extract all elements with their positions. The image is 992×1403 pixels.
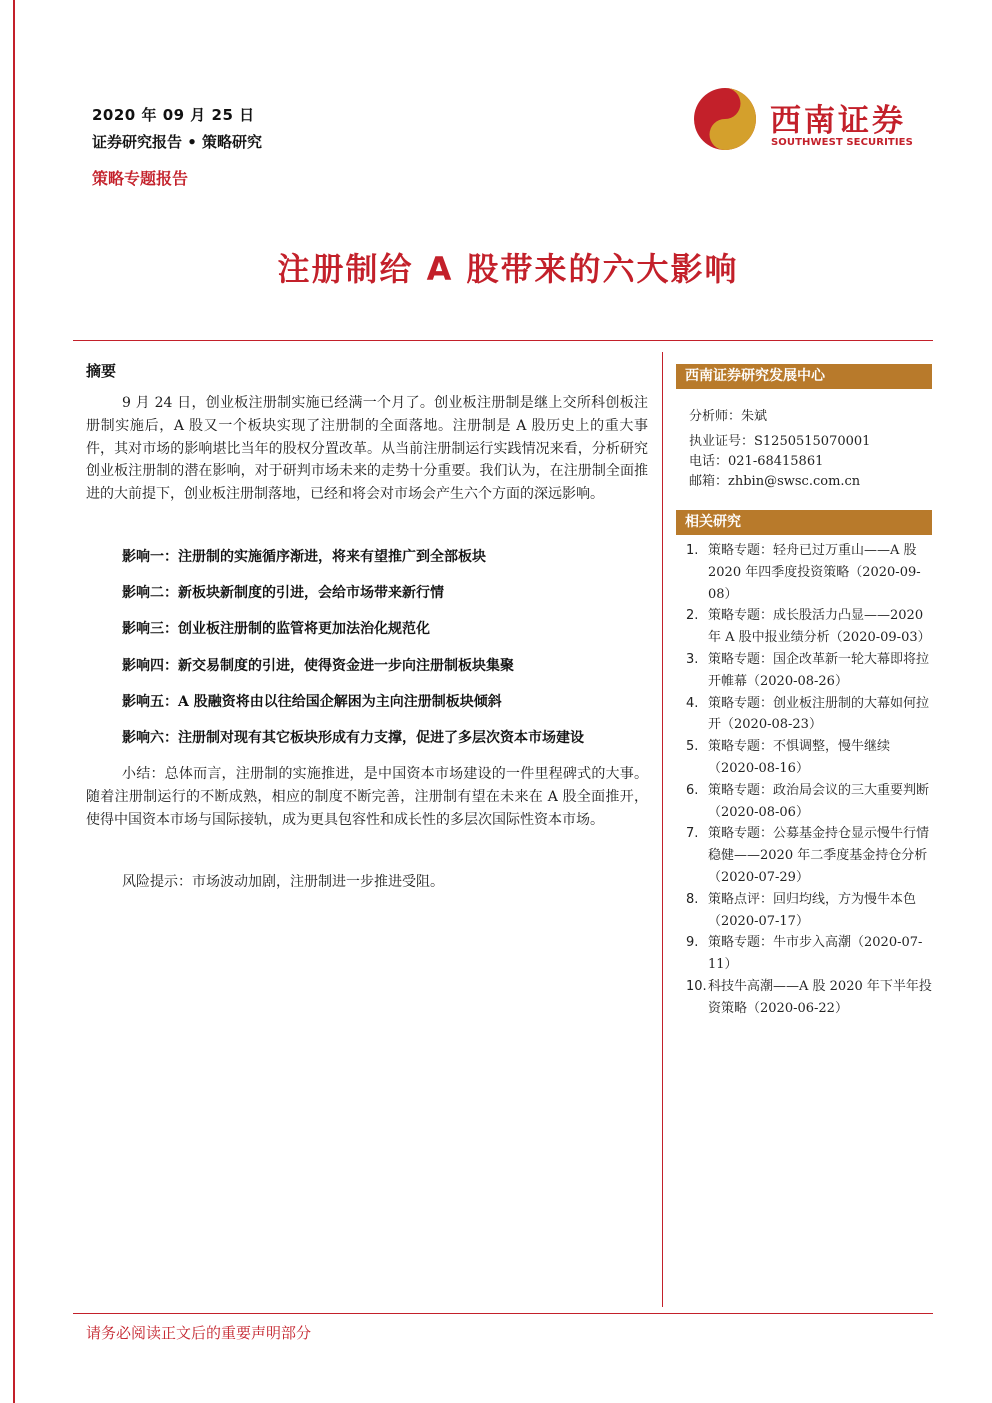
- related-item-number: 9.: [686, 935, 699, 951]
- related-item-number: 5.: [686, 739, 699, 755]
- report-date: 2020 年 09 月 25 日: [92, 106, 255, 124]
- related-research-item[interactable]: [686, 649, 932, 693]
- related-item-number: 7.: [686, 826, 699, 842]
- abstract-summary: 小结：总体而言，注册制的实施推进，是中国资本市场建设的一件里程碑式的大事。随着注册制运行的不断成熟，相应的制度不断完善，注册制有望在未来在 A 股全面推开，使得中国资本市场与国际接轨，成为更具包容性和成长性的多层次国际性资本市场。: [86, 766, 648, 828]
- disclaimer-notice: 请务必阅读正文后的重要声明部分: [86, 1324, 312, 1342]
- related-research-item[interactable]: [686, 889, 932, 933]
- logo-emblem-icon: [692, 86, 758, 152]
- related-item-text: 策略点评：回归均线，方为慢牛本色（2020-07-17）: [708, 891, 917, 929]
- column-divider: [662, 352, 663, 1307]
- research-center-label: 西南证券研究发展中心: [676, 364, 932, 389]
- related-research-item[interactable]: [686, 823, 932, 888]
- analyst-license: 执业证号：S1250515070001: [689, 434, 871, 449]
- related-item-text: 策略专题：成长股活力凸显——2020 年 A 股中报业绩分析（2020-09-03）: [708, 608, 931, 646]
- impact-item: 影响二：新板块新制度的引进，会给市场带来新行情: [122, 585, 444, 601]
- company-logo: [692, 84, 932, 154]
- impact-item: 影响四：新交易制度的引进，使得资金进一步向注册制板块集聚: [122, 658, 514, 674]
- related-research-item[interactable]: [686, 540, 932, 605]
- related-research-item[interactable]: [686, 780, 932, 824]
- page-left-rule: [13, 0, 15, 1403]
- related-item-text: 策略专题：创业板注册制的大幕如何拉开（2020-08-23）: [708, 695, 930, 733]
- analyst-name: 分析师：朱斌: [689, 409, 768, 424]
- related-research-item[interactable]: [686, 736, 932, 780]
- analyst-email: 邮箱：zhbin@swsc.com.cn: [689, 474, 861, 489]
- report-title: 注册制给 A 股带来的六大影响: [277, 250, 739, 288]
- impact-item: 影响五：A 股融资将由以往给国企解困为主向注册制板块倾斜: [122, 694, 502, 710]
- abstract-heading: 摘要: [86, 362, 117, 380]
- analyst-phone: 电话：021-68415861: [689, 454, 824, 469]
- impact-item: 影响三：创业板注册制的监管将更加法治化规范化: [122, 621, 430, 637]
- related-item-number: 2.: [686, 608, 699, 624]
- logo-name-en: SOUTHWEST SECURITIES: [771, 137, 913, 148]
- related-research-item[interactable]: [686, 693, 932, 737]
- related-item-number: 8.: [686, 891, 699, 907]
- related-research-list: [686, 540, 932, 1020]
- related-research-item[interactable]: [686, 605, 932, 649]
- bottom-divider: [73, 1313, 933, 1314]
- related-item-text: 策略专题：国企改革新一轮大幕即将拉开帷幕（2020-08-26）: [708, 651, 930, 689]
- impact-item: 影响一：注册制的实施循序渐进，将来有望推广到全部板块: [122, 549, 486, 565]
- related-item-number: 6.: [686, 782, 699, 798]
- related-item-text: 策略专题：公募基金持仓显示慢牛行情稳健——2020 年二季度基金持仓分析（2020-07-29）: [708, 826, 930, 885]
- related-item-text: 策略专题：政治局会议的三大重要判断（2020-08-06）: [708, 782, 930, 820]
- related-research-label: 相关研究: [676, 510, 932, 535]
- related-item-text: 科技牛高潮——A 股 2020 年下半年投资策略（2020-06-22）: [708, 978, 932, 1016]
- related-item-number: 4.: [686, 695, 699, 711]
- report-type: 证券研究报告 • 策略研究: [92, 133, 263, 151]
- impact-item: 影响六：注册制对现有其它板块形成有力支撑，促进了多层次资本市场建设: [122, 730, 584, 746]
- related-item-number: 10.: [686, 978, 707, 994]
- related-item-text: 策略专题：不惧调整，慢牛继续（2020-08-16）: [708, 739, 891, 776]
- related-item-number: 3.: [686, 651, 699, 667]
- top-divider: [73, 340, 933, 341]
- related-item-text: 策略专题：牛市步入高潮（2020-07-11）: [708, 935, 923, 973]
- related-research-item[interactable]: [686, 932, 932, 976]
- related-research-item[interactable]: [686, 976, 932, 1020]
- risk-warning: 风险提示：市场波动加剧，注册制进一步推进受阻。: [122, 874, 444, 890]
- report-kind: 策略专题报告: [92, 169, 189, 188]
- abstract-intro: 9 月 24 日，创业板注册制实施已经满一个月了。创业板注册制是继上交所科创板注册制实施后，A 股又一个板块实现了注册制的全面落地。注册制是 A 股历史上的重大事件，其对市场的影响堪比当年的股权分置改革。从当前注册制运行实践情况来看，分析研究创业板注册制的潜在影响，对于研判市场未来的走势十分重要。我们认为，在注册制全面推进的大前提下，创业板注册制落地，已经和将会对市场会产生六个方面的深远影响。: [86, 395, 648, 503]
- logo-name-cn: 西南证券: [770, 103, 906, 139]
- related-item-text: 策略专题：轻舟已过万重山——A 股 2020 年四季度投资策略（2020-09-08）: [708, 543, 921, 602]
- related-item-number: 1.: [686, 543, 699, 558]
